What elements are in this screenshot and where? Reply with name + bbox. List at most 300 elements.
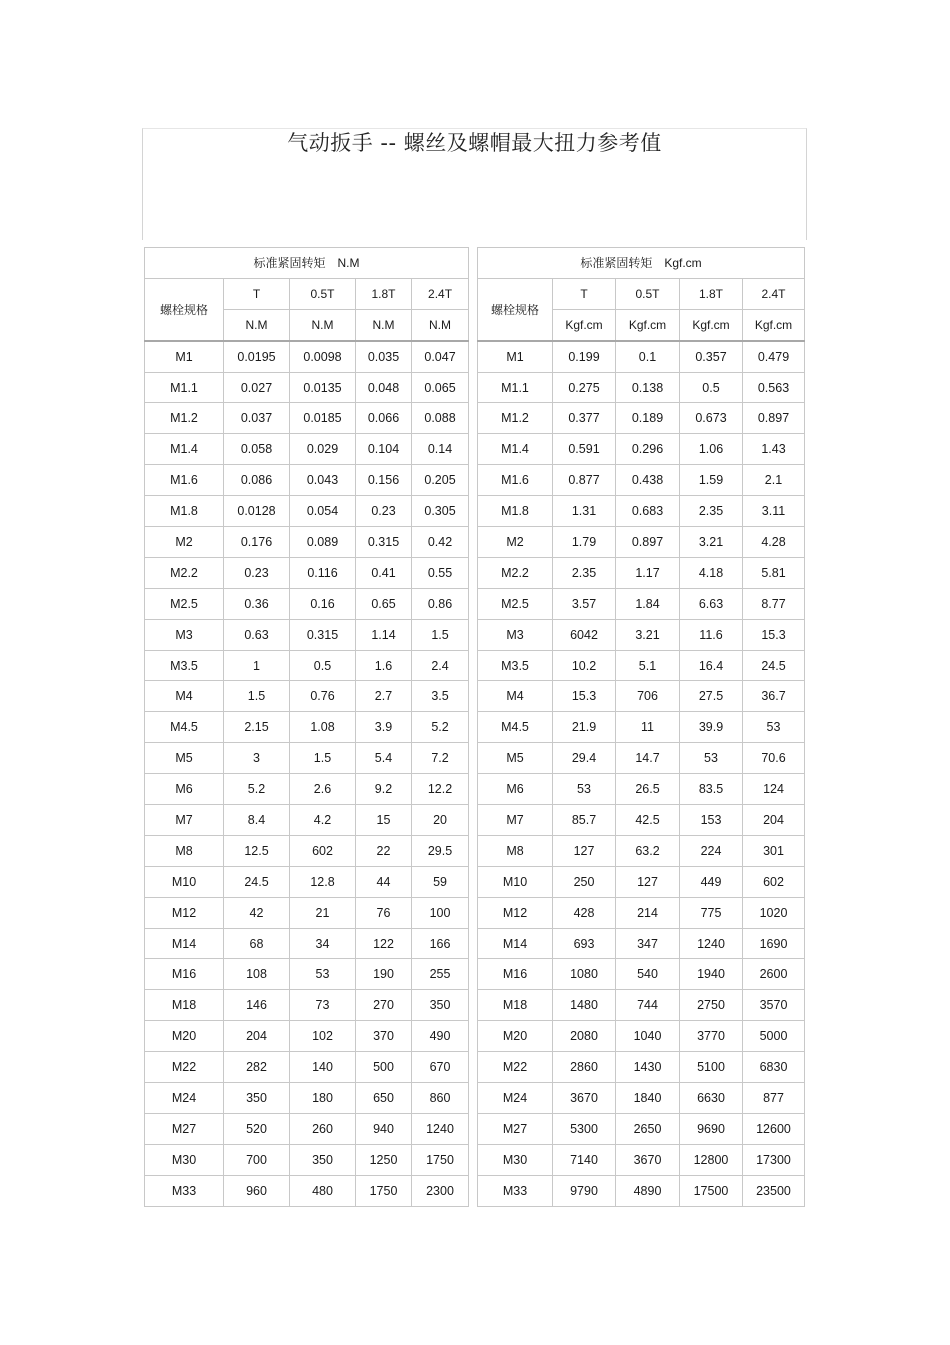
torque-value-cell: 3770 bbox=[680, 1021, 743, 1052]
table-row bbox=[145, 1021, 469, 1052]
torque-value-cell: 0.65 bbox=[356, 588, 412, 619]
bolt-spec-cell: M14 bbox=[478, 928, 553, 959]
torque-value-cell: 0.897 bbox=[743, 403, 805, 434]
torque-value-cell: 0.296 bbox=[616, 434, 680, 465]
torque-value-cell: 540 bbox=[616, 959, 680, 990]
table-row bbox=[478, 959, 805, 990]
torque-value-cell: 0.86 bbox=[412, 588, 469, 619]
bolt-spec-cell: M24 bbox=[478, 1083, 553, 1114]
torque-value-cell: 5300 bbox=[553, 1113, 616, 1144]
unit-header: Kgf.cm bbox=[743, 309, 805, 340]
table-row bbox=[478, 712, 805, 743]
torque-value-cell: 1.79 bbox=[553, 527, 616, 558]
torque-value-cell: 0.035 bbox=[356, 341, 412, 372]
unit-header: N.M bbox=[356, 309, 412, 340]
torque-value-cell: 0.048 bbox=[356, 372, 412, 403]
torque-value-cell: 3670 bbox=[616, 1144, 680, 1175]
torque-value-cell: 4.2 bbox=[290, 805, 356, 836]
unit-header: N.M bbox=[412, 309, 469, 340]
torque-value-cell: 0.591 bbox=[553, 434, 616, 465]
torque-value-cell: 44 bbox=[356, 866, 412, 897]
torque-value-cell: 0.1 bbox=[616, 341, 680, 372]
bolt-spec-cell: M1.4 bbox=[478, 434, 553, 465]
torque-value-cell: 6.63 bbox=[680, 588, 743, 619]
bolt-spec-cell: M1.1 bbox=[478, 372, 553, 403]
bolt-spec-cell: M3 bbox=[145, 619, 224, 650]
torque-value-cell: 122 bbox=[356, 928, 412, 959]
torque-value-cell: 11.6 bbox=[680, 619, 743, 650]
bolt-spec-cell: M16 bbox=[478, 959, 553, 990]
unit-header: Kgf.cm bbox=[616, 309, 680, 340]
table-row bbox=[145, 650, 469, 681]
torque-value-cell: 140 bbox=[290, 1052, 356, 1083]
torque-value-cell: 15.3 bbox=[743, 619, 805, 650]
table-row bbox=[145, 403, 469, 434]
torque-value-cell: 960 bbox=[224, 1175, 290, 1206]
torque-value-cell: 59 bbox=[412, 866, 469, 897]
torque-value-cell: 85.7 bbox=[553, 805, 616, 836]
table-row bbox=[145, 434, 469, 465]
torque-value-cell: 860 bbox=[412, 1083, 469, 1114]
torque-value-cell: 0.156 bbox=[356, 465, 412, 496]
torque-value-cell: 2.6 bbox=[290, 774, 356, 805]
torque-value-cell: 36.7 bbox=[743, 681, 805, 712]
grade-header: T bbox=[553, 278, 616, 309]
table-row bbox=[145, 897, 469, 928]
torque-value-cell: 0.41 bbox=[356, 557, 412, 588]
torque-value-cell: 2650 bbox=[616, 1113, 680, 1144]
bolt-spec-cell: M2 bbox=[145, 527, 224, 558]
bolt-spec-cell: M18 bbox=[145, 990, 224, 1021]
torque-value-cell: 12.5 bbox=[224, 835, 290, 866]
torque-value-cell: 6042 bbox=[553, 619, 616, 650]
torque-value-cell: 0.047 bbox=[412, 341, 469, 372]
grade-header: 0.5T bbox=[616, 278, 680, 309]
table-row bbox=[145, 835, 469, 866]
torque-value-cell: 0.63 bbox=[224, 619, 290, 650]
table-row bbox=[478, 774, 805, 805]
torque-value-cell: 0.086 bbox=[224, 465, 290, 496]
torque-value-cell: 2.35 bbox=[553, 557, 616, 588]
table-row bbox=[478, 866, 805, 897]
torque-table-kgfcm bbox=[477, 247, 805, 1207]
torque-value-cell: 224 bbox=[680, 835, 743, 866]
table-row bbox=[478, 805, 805, 836]
bolt-spec-cell: M20 bbox=[478, 1021, 553, 1052]
torque-value-cell: 5100 bbox=[680, 1052, 743, 1083]
torque-value-cell: 73 bbox=[290, 990, 356, 1021]
table-row bbox=[145, 1144, 469, 1175]
grade-header: T bbox=[224, 278, 290, 309]
torque-value-cell: 0.043 bbox=[290, 465, 356, 496]
torque-value-cell: 204 bbox=[743, 805, 805, 836]
torque-value-cell: 255 bbox=[412, 959, 469, 990]
torque-value-cell: 17300 bbox=[743, 1144, 805, 1175]
torque-value-cell: 2750 bbox=[680, 990, 743, 1021]
torque-value-cell: 0.16 bbox=[290, 588, 356, 619]
bolt-spec-cell: M1 bbox=[145, 341, 224, 372]
torque-value-cell: 1480 bbox=[553, 990, 616, 1021]
torque-value-cell: 10.2 bbox=[553, 650, 616, 681]
torque-value-cell: 0.138 bbox=[616, 372, 680, 403]
torque-value-cell: 0.0185 bbox=[290, 403, 356, 434]
torque-value-cell: 1020 bbox=[743, 897, 805, 928]
table-row bbox=[145, 959, 469, 990]
bolt-spec-cell: M33 bbox=[478, 1175, 553, 1206]
torque-value-cell: 5.4 bbox=[356, 743, 412, 774]
torque-value-cell: 11 bbox=[616, 712, 680, 743]
torque-value-cell: 3570 bbox=[743, 990, 805, 1021]
unit-header: N.M bbox=[224, 309, 290, 340]
torque-value-cell: 1.59 bbox=[680, 465, 743, 496]
table-row bbox=[478, 496, 805, 527]
torque-value-cell: 0.877 bbox=[553, 465, 616, 496]
table-row bbox=[478, 897, 805, 928]
torque-value-cell: 4.28 bbox=[743, 527, 805, 558]
torque-value-cell: 1750 bbox=[356, 1175, 412, 1206]
table-row bbox=[145, 465, 469, 496]
torque-value-cell: 53 bbox=[290, 959, 356, 990]
torque-table-nm bbox=[144, 247, 469, 1207]
bolt-spec-cell: M3.5 bbox=[145, 650, 224, 681]
torque-value-cell: 5.2 bbox=[224, 774, 290, 805]
torque-value-cell: 1.84 bbox=[616, 588, 680, 619]
table-row bbox=[478, 557, 805, 588]
torque-value-cell: 350 bbox=[224, 1083, 290, 1114]
torque-value-cell: 500 bbox=[356, 1052, 412, 1083]
torque-value-cell: 0.377 bbox=[553, 403, 616, 434]
torque-value-cell: 0.0135 bbox=[290, 372, 356, 403]
bolt-spec-cell: M1.4 bbox=[145, 434, 224, 465]
torque-value-cell: 480 bbox=[290, 1175, 356, 1206]
torque-value-cell: 0.0195 bbox=[224, 341, 290, 372]
torque-value-cell: 0.176 bbox=[224, 527, 290, 558]
torque-value-cell: 6830 bbox=[743, 1052, 805, 1083]
bolt-spec-cell: M1.8 bbox=[478, 496, 553, 527]
bolt-spec-cell: M2.2 bbox=[478, 557, 553, 588]
torque-value-cell: 700 bbox=[224, 1144, 290, 1175]
torque-value-cell: 1.5 bbox=[290, 743, 356, 774]
bolt-spec-cell: M10 bbox=[478, 866, 553, 897]
torque-value-cell: 2.1 bbox=[743, 465, 805, 496]
torque-value-cell: 940 bbox=[356, 1113, 412, 1144]
table-row bbox=[478, 619, 805, 650]
torque-value-cell: 1940 bbox=[680, 959, 743, 990]
torque-value-cell: 127 bbox=[616, 866, 680, 897]
torque-value-cell: 2.35 bbox=[680, 496, 743, 527]
table-row bbox=[478, 372, 805, 403]
bolt-spec-cell: M12 bbox=[145, 897, 224, 928]
torque-value-cell: 190 bbox=[356, 959, 412, 990]
torque-value-cell: 21.9 bbox=[553, 712, 616, 743]
torque-value-cell: 166 bbox=[412, 928, 469, 959]
bolt-spec-cell: M1.6 bbox=[145, 465, 224, 496]
torque-value-cell: 0.275 bbox=[553, 372, 616, 403]
torque-value-cell: 0.199 bbox=[553, 341, 616, 372]
torque-value-cell: 0.5 bbox=[290, 650, 356, 681]
torque-value-cell: 3.5 bbox=[412, 681, 469, 712]
spec-header: 螺栓规格 bbox=[478, 278, 553, 340]
table-row bbox=[145, 712, 469, 743]
torque-value-cell: 1690 bbox=[743, 928, 805, 959]
bolt-spec-cell: M10 bbox=[145, 866, 224, 897]
torque-value-cell: 7.2 bbox=[412, 743, 469, 774]
bolt-spec-cell: M1.1 bbox=[145, 372, 224, 403]
torque-value-cell: 0.479 bbox=[743, 341, 805, 372]
grade-header: 1.8T bbox=[356, 278, 412, 309]
torque-value-cell: 449 bbox=[680, 866, 743, 897]
torque-value-cell: 2080 bbox=[553, 1021, 616, 1052]
bolt-spec-cell: M7 bbox=[145, 805, 224, 836]
bolt-spec-cell: M1.6 bbox=[478, 465, 553, 496]
torque-value-cell: 3 bbox=[224, 743, 290, 774]
torque-value-cell: 108 bbox=[224, 959, 290, 990]
torque-value-cell: 0.088 bbox=[412, 403, 469, 434]
torque-value-cell: 27.5 bbox=[680, 681, 743, 712]
grade-header: 2.4T bbox=[412, 278, 469, 309]
torque-value-cell: 282 bbox=[224, 1052, 290, 1083]
unit-header: Kgf.cm bbox=[553, 309, 616, 340]
torque-value-cell: 0.36 bbox=[224, 588, 290, 619]
bolt-spec-cell: M27 bbox=[145, 1113, 224, 1144]
bolt-spec-cell: M6 bbox=[478, 774, 553, 805]
bolt-spec-cell: M2.5 bbox=[145, 588, 224, 619]
bolt-spec-cell: M1.2 bbox=[145, 403, 224, 434]
table-row bbox=[145, 990, 469, 1021]
torque-value-cell: 76 bbox=[356, 897, 412, 928]
torque-value-cell: 2860 bbox=[553, 1052, 616, 1083]
bolt-spec-cell: M4 bbox=[145, 681, 224, 712]
torque-value-cell: 4.18 bbox=[680, 557, 743, 588]
grade-header: 1.8T bbox=[680, 278, 743, 309]
bolt-spec-cell: M27 bbox=[478, 1113, 553, 1144]
torque-value-cell: 1 bbox=[224, 650, 290, 681]
table-row bbox=[145, 1175, 469, 1206]
torque-value-cell: 12.2 bbox=[412, 774, 469, 805]
torque-value-cell: 12.8 bbox=[290, 866, 356, 897]
bolt-spec-cell: M30 bbox=[478, 1144, 553, 1175]
bolt-spec-cell: M1 bbox=[478, 341, 553, 372]
torque-value-cell: 428 bbox=[553, 897, 616, 928]
torque-value-cell: 2300 bbox=[412, 1175, 469, 1206]
table-row bbox=[478, 341, 805, 372]
table-row bbox=[145, 619, 469, 650]
grade-header-row bbox=[478, 278, 805, 309]
table-row bbox=[478, 650, 805, 681]
torque-value-cell: 68 bbox=[224, 928, 290, 959]
torque-value-cell: 9690 bbox=[680, 1113, 743, 1144]
torque-value-cell: 15.3 bbox=[553, 681, 616, 712]
torque-value-cell: 693 bbox=[553, 928, 616, 959]
torque-value-cell: 0.189 bbox=[616, 403, 680, 434]
torque-value-cell: 1.31 bbox=[553, 496, 616, 527]
torque-value-cell: 1.5 bbox=[224, 681, 290, 712]
torque-value-cell: 0.066 bbox=[356, 403, 412, 434]
torque-value-cell: 204 bbox=[224, 1021, 290, 1052]
table-row bbox=[145, 928, 469, 959]
torque-value-cell: 744 bbox=[616, 990, 680, 1021]
torque-value-cell: 180 bbox=[290, 1083, 356, 1114]
torque-value-cell: 12800 bbox=[680, 1144, 743, 1175]
torque-value-cell: 520 bbox=[224, 1113, 290, 1144]
table-row bbox=[145, 805, 469, 836]
table-caption-row bbox=[145, 248, 469, 279]
table-row bbox=[478, 1144, 805, 1175]
bolt-spec-cell: M22 bbox=[145, 1052, 224, 1083]
torque-value-cell: 0.563 bbox=[743, 372, 805, 403]
table-row bbox=[145, 372, 469, 403]
bolt-spec-cell: M16 bbox=[145, 959, 224, 990]
table-row bbox=[478, 1113, 805, 1144]
torque-value-cell: 1240 bbox=[412, 1113, 469, 1144]
table-row bbox=[145, 774, 469, 805]
torque-value-cell: 370 bbox=[356, 1021, 412, 1052]
torque-value-cell: 602 bbox=[743, 866, 805, 897]
torque-value-cell: 15 bbox=[356, 805, 412, 836]
torque-value-cell: 1040 bbox=[616, 1021, 680, 1052]
torque-value-cell: 1.6 bbox=[356, 650, 412, 681]
torque-value-cell: 0.315 bbox=[290, 619, 356, 650]
bolt-spec-cell: M6 bbox=[145, 774, 224, 805]
unit-header: Kgf.cm bbox=[680, 309, 743, 340]
bolt-spec-cell: M2.5 bbox=[478, 588, 553, 619]
torque-value-cell: 0.027 bbox=[224, 372, 290, 403]
torque-value-cell: 0.116 bbox=[290, 557, 356, 588]
table-row bbox=[478, 1175, 805, 1206]
torque-value-cell: 9.2 bbox=[356, 774, 412, 805]
torque-value-cell: 602 bbox=[290, 835, 356, 866]
bolt-spec-cell: M7 bbox=[478, 805, 553, 836]
torque-value-cell: 21 bbox=[290, 897, 356, 928]
torque-value-cell: 2.4 bbox=[412, 650, 469, 681]
torque-value-cell: 2600 bbox=[743, 959, 805, 990]
table-caption: 标准紧固转矩 N.M bbox=[145, 248, 469, 279]
bolt-spec-cell: M24 bbox=[145, 1083, 224, 1114]
torque-value-cell: 146 bbox=[224, 990, 290, 1021]
torque-value-cell: 12600 bbox=[743, 1113, 805, 1144]
table-row bbox=[478, 743, 805, 774]
torque-value-cell: 53 bbox=[680, 743, 743, 774]
bolt-spec-cell: M4.5 bbox=[145, 712, 224, 743]
torque-value-cell: 3.21 bbox=[680, 527, 743, 558]
bolt-spec-cell: M8 bbox=[145, 835, 224, 866]
bolt-spec-cell: M3.5 bbox=[478, 650, 553, 681]
torque-value-cell: 63.2 bbox=[616, 835, 680, 866]
table-row bbox=[478, 403, 805, 434]
torque-value-cell: 3.11 bbox=[743, 496, 805, 527]
torque-value-cell: 670 bbox=[412, 1052, 469, 1083]
bolt-spec-cell: M2 bbox=[478, 527, 553, 558]
spec-header: 螺栓规格 bbox=[145, 278, 224, 340]
torque-value-cell: 24.5 bbox=[743, 650, 805, 681]
torque-value-cell: 17500 bbox=[680, 1175, 743, 1206]
table-row bbox=[478, 465, 805, 496]
torque-value-cell: 5.1 bbox=[616, 650, 680, 681]
unit-header: N.M bbox=[290, 309, 356, 340]
torque-value-cell: 29.4 bbox=[553, 743, 616, 774]
bolt-spec-cell: M5 bbox=[478, 743, 553, 774]
torque-value-cell: 16.4 bbox=[680, 650, 743, 681]
torque-value-cell: 1.06 bbox=[680, 434, 743, 465]
grade-header-row bbox=[145, 278, 469, 309]
torque-value-cell: 0.673 bbox=[680, 403, 743, 434]
torque-value-cell: 1840 bbox=[616, 1083, 680, 1114]
torque-value-cell: 0.037 bbox=[224, 403, 290, 434]
torque-value-cell: 0.14 bbox=[412, 434, 469, 465]
table-row bbox=[145, 1083, 469, 1114]
torque-value-cell: 124 bbox=[743, 774, 805, 805]
torque-value-cell: 0.104 bbox=[356, 434, 412, 465]
torque-value-cell: 42 bbox=[224, 897, 290, 928]
bolt-spec-cell: M18 bbox=[478, 990, 553, 1021]
torque-value-cell: 70.6 bbox=[743, 743, 805, 774]
torque-value-cell: 24.5 bbox=[224, 866, 290, 897]
torque-value-cell: 153 bbox=[680, 805, 743, 836]
torque-value-cell: 0.029 bbox=[290, 434, 356, 465]
torque-value-cell: 53 bbox=[743, 712, 805, 743]
table-row bbox=[478, 527, 805, 558]
bolt-spec-cell: M5 bbox=[145, 743, 224, 774]
table-caption-row bbox=[478, 248, 805, 279]
table-row bbox=[478, 835, 805, 866]
torque-value-cell: 347 bbox=[616, 928, 680, 959]
torque-value-cell: 0.0098 bbox=[290, 341, 356, 372]
grade-header: 2.4T bbox=[743, 278, 805, 309]
torque-value-cell: 0.054 bbox=[290, 496, 356, 527]
table-row bbox=[145, 496, 469, 527]
torque-value-cell: 2.7 bbox=[356, 681, 412, 712]
torque-value-cell: 1430 bbox=[616, 1052, 680, 1083]
table-row bbox=[478, 681, 805, 712]
torque-value-cell: 0.0128 bbox=[224, 496, 290, 527]
table-row bbox=[478, 1083, 805, 1114]
torque-value-cell: 9790 bbox=[553, 1175, 616, 1206]
table-row bbox=[145, 743, 469, 774]
torque-value-cell: 3.57 bbox=[553, 588, 616, 619]
torque-value-cell: 0.55 bbox=[412, 557, 469, 588]
bolt-spec-cell: M33 bbox=[145, 1175, 224, 1206]
torque-value-cell: 0.205 bbox=[412, 465, 469, 496]
torque-value-cell: 3.21 bbox=[616, 619, 680, 650]
bolt-spec-cell: M4.5 bbox=[478, 712, 553, 743]
torque-value-cell: 1.17 bbox=[616, 557, 680, 588]
torque-value-cell: 490 bbox=[412, 1021, 469, 1052]
torque-value-cell: 350 bbox=[412, 990, 469, 1021]
table-row bbox=[145, 527, 469, 558]
bolt-spec-cell: M2.2 bbox=[145, 557, 224, 588]
torque-value-cell: 0.305 bbox=[412, 496, 469, 527]
grade-header: 0.5T bbox=[290, 278, 356, 309]
bolt-spec-cell: M20 bbox=[145, 1021, 224, 1052]
torque-value-cell: 6630 bbox=[680, 1083, 743, 1114]
torque-value-cell: 53 bbox=[553, 774, 616, 805]
torque-value-cell: 5.81 bbox=[743, 557, 805, 588]
bolt-spec-cell: M1.8 bbox=[145, 496, 224, 527]
torque-value-cell: 706 bbox=[616, 681, 680, 712]
torque-value-cell: 0.5 bbox=[680, 372, 743, 403]
torque-value-cell: 102 bbox=[290, 1021, 356, 1052]
bolt-spec-cell: M30 bbox=[145, 1144, 224, 1175]
table-row bbox=[478, 588, 805, 619]
torque-value-cell: 0.315 bbox=[356, 527, 412, 558]
torque-value-cell: 260 bbox=[290, 1113, 356, 1144]
bolt-spec-cell: M1.2 bbox=[478, 403, 553, 434]
torque-value-cell: 0.065 bbox=[412, 372, 469, 403]
torque-value-cell: 14.7 bbox=[616, 743, 680, 774]
torque-value-cell: 214 bbox=[616, 897, 680, 928]
torque-value-cell: 4890 bbox=[616, 1175, 680, 1206]
torque-value-cell: 0.897 bbox=[616, 527, 680, 558]
